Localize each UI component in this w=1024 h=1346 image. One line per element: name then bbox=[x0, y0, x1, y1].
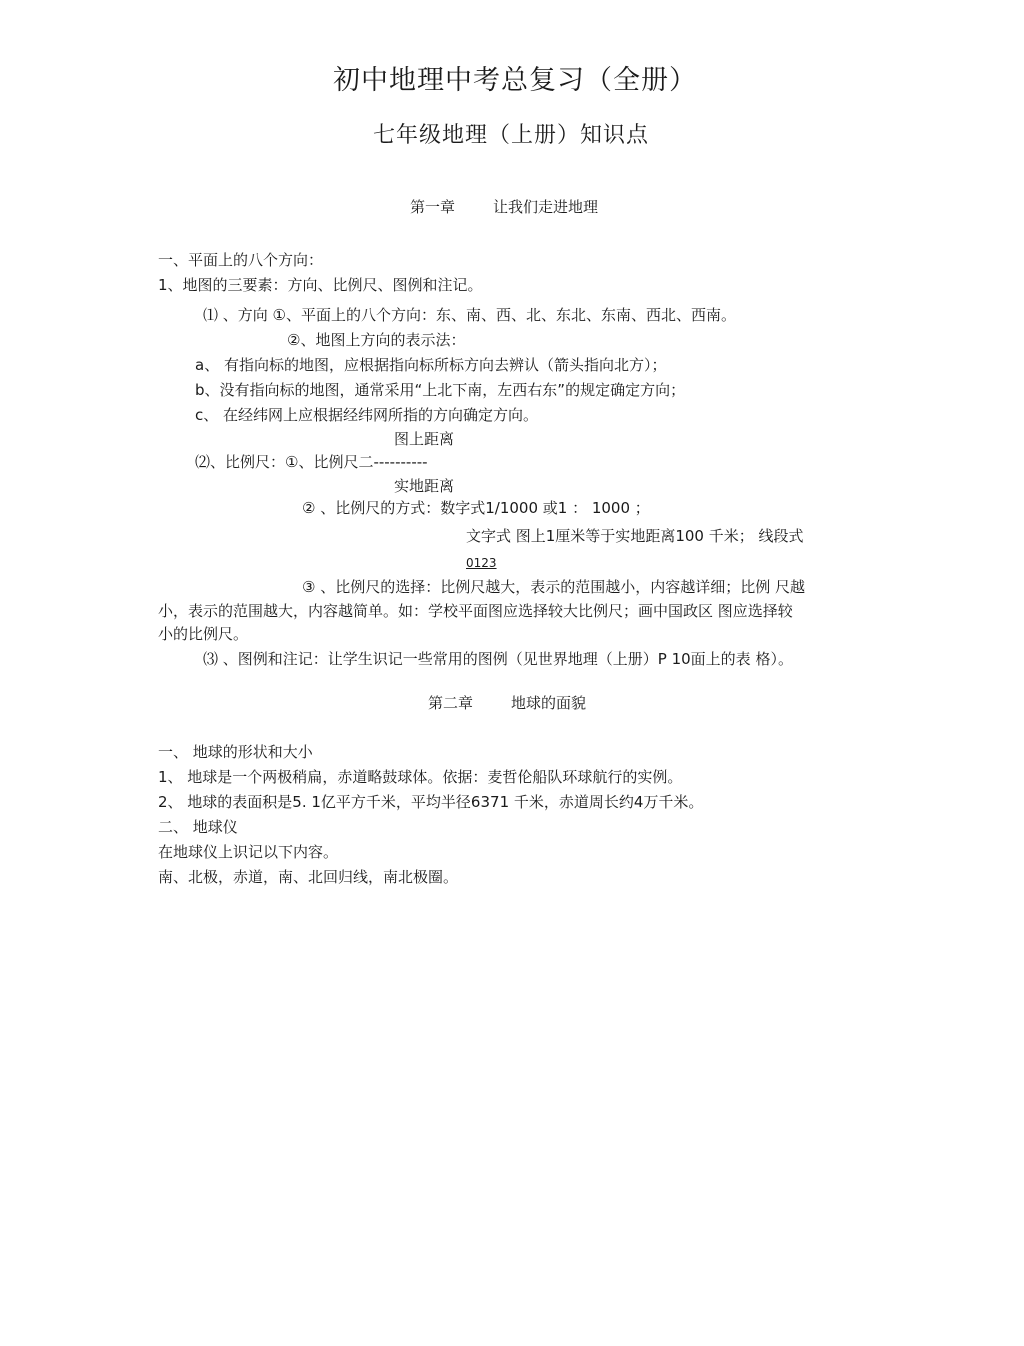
ch2-item-1: 1、 地球是一个两极稍扁，赤道略鼓球体。依据：麦哲伦船队环球航行的实例。 bbox=[158, 768, 683, 786]
ch1-item-1: 1、地图的三要素：方向、比例尺、图例和注记。 bbox=[158, 276, 483, 294]
scale-denominator: 实地距离 bbox=[394, 477, 455, 495]
chapter-2-label: 第二章 bbox=[428, 694, 474, 712]
ch1-dir-b: b、没有指向标的地图，通常采用“上北下南，左西右东”的规定确定方向； bbox=[195, 381, 686, 399]
ch2-line-1: 在地球仪上识记以下内容。 bbox=[158, 843, 339, 861]
ch2-line-2: 南、北极，赤道，南、北回归线，南北极圈。 bbox=[158, 868, 459, 886]
scale-numerator: 图上距离 bbox=[394, 430, 455, 448]
chapter-1-label: 第一章 bbox=[410, 198, 456, 216]
ch1-direction-line: ⑴ 、方向 ①、平面上的八个方向：东、南、西、北、东北、东南、西北、西南。 bbox=[203, 306, 736, 324]
scale-formula-line: ⑵、比例尺：①、比例尺二---------- bbox=[195, 453, 428, 471]
scale-choice-line-2: 小，表示的范围越大，内容越简单。如：学校平面图应选择较大比例尺；画中国政区 图应选择较 bbox=[158, 602, 793, 620]
legend-line: ⑶ 、图例和注记：让学生识记一些常用的图例（见世界地理（上册）P 10面上的表 格）。 bbox=[203, 650, 793, 668]
document-title: 初中地理中考总复习（全册） bbox=[333, 65, 697, 96]
ch1-dir-c: c、 在经纬网上应根据经纬网所指的方向确定方向。 bbox=[195, 406, 539, 424]
ch2-section-2: 二、 地球仪 bbox=[158, 818, 238, 836]
ch2-section-1: 一、 地球的形状和大小 bbox=[158, 743, 313, 761]
scale-choice-line-1: ③ 、比例尺的选择：比例尺越大，表示的范围越小，内容越详细；比例 尺越 bbox=[302, 578, 805, 596]
ch1-dir-a: a、 有指向标的地图，应根据指向标所标方向去辨认（箭头指向北方）； bbox=[195, 356, 667, 374]
ch1-section-1: 一、平面上的八个方向： bbox=[158, 251, 324, 269]
document-subtitle: 七年级地理（上册）知识点 bbox=[373, 123, 650, 148]
ch1-direction-sub2: ②、地图上方向的表示法： bbox=[287, 331, 466, 349]
scale-methods: ② 、比例尺的方式：数字式1/1000 或1 ： 1000 ； bbox=[302, 499, 650, 517]
chapter-2-heading bbox=[428, 693, 586, 713]
scale-bar-label: 0123 bbox=[466, 556, 497, 570]
chapter-2-name: 地球的面貌 bbox=[511, 694, 587, 712]
chapter-1-name: 让我们走进地理 bbox=[493, 198, 599, 216]
scale-text-form: 文字式 图上1厘米等于实地距离100 千米； 线段式 bbox=[466, 527, 804, 545]
ch2-item-2: 2、 地球的表面积是5. 1亿平方千米，平均半径6371 千米，赤道周长约4万千米。 bbox=[158, 793, 704, 811]
chapter-1-heading bbox=[410, 197, 598, 217]
scale-choice-line-3: 小的比例尺。 bbox=[158, 625, 249, 643]
